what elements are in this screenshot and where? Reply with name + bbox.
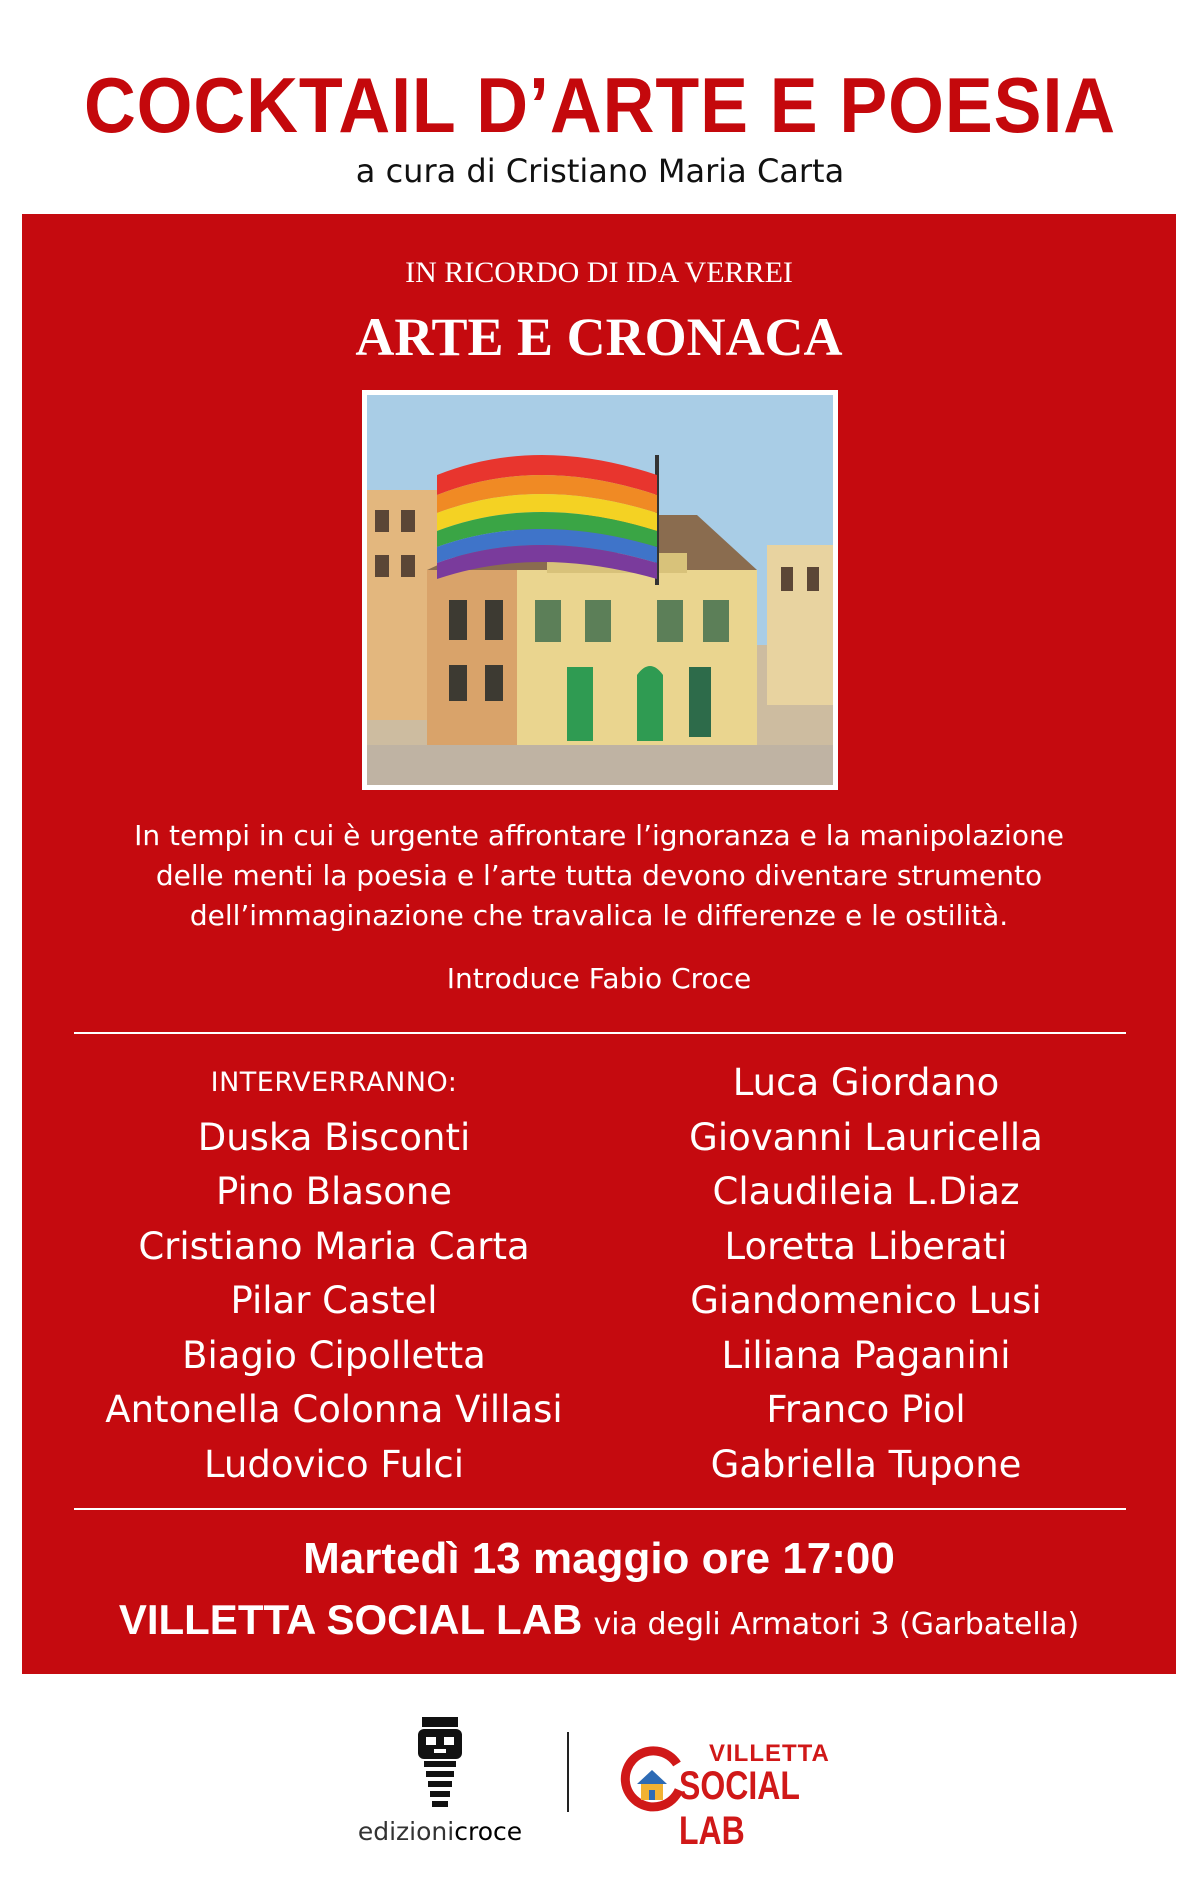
event-venue [22,1596,1176,1644]
speaker-name: Liliana Paganini [721,1333,1011,1377]
partner-bottom: SOCIAL LAB [679,1764,800,1853]
speaker-name: Loretta Liberati [724,1224,1008,1268]
mask-icon [340,1715,540,1810]
partner-top: VILLETTA [709,1740,830,1767]
event-description [82,816,1116,936]
speaker-name: Giandomenico Lusi [690,1279,1042,1322]
speaker-name: Giovanni Lauricella [689,1115,1043,1159]
introducer: Introduce Fabio Croce [446,962,752,995]
speakers-left-column [54,1056,614,1492]
speaker-name: Biagio Cipolletta [182,1333,486,1377]
speakers-label: INTERVERRANNO: [210,1067,458,1098]
section-title: ARTE E CRONACA [355,307,843,367]
event-panel [22,214,1176,1674]
speaker-name: Luca Giordano [732,1061,1000,1104]
event-datetime: Martedì 13 maggio ore 17:00 [303,1534,895,1583]
venue-address: via degli Armatori 3 (Garbatella) [593,1607,1080,1642]
speaker-name: Pino Blasone [215,1170,453,1213]
publisher-name: croce [454,1817,523,1846]
speaker-name: Pilar Castel [230,1279,438,1322]
footer-separator [567,1732,569,1812]
poster-title: COCKTAIL D’ARTE E POESIA [83,61,1117,149]
memorial-line: IN RICORDO DI IDA VERREI [405,256,793,289]
edizioni-croce-logo [340,1715,540,1865]
divider-top [74,1032,1126,1034]
speaker-name: Duska Bisconti [197,1115,471,1159]
description-line: dell’immaginazione che travalica le differenze e le ostilità. [189,899,1009,932]
divider-bottom [74,1508,1126,1510]
speaker-name: Cristiano Maria Carta [138,1224,530,1268]
poster-subtitle: a cura di Cristiano Maria Carta [355,152,845,190]
speaker-name: Gabriella Tupone [710,1442,1022,1486]
house-icon [617,1746,687,1816]
villetta-social-lab-logo [617,1738,857,1853]
publisher-prefix: edizioni [357,1817,455,1846]
speaker-name: Franco Piol [766,1388,966,1431]
publisher-wordmark [340,1817,540,1846]
description-line: delle menti la poesia e l’arte tutta devono diventare strumento [155,859,1043,892]
venue-name: VILLETTA SOCIAL LAB [118,1596,583,1643]
speaker-name: Ludovico Fulci [203,1442,465,1486]
speakers-right-column [586,1056,1146,1492]
speaker-name: Claudileia L.Diaz [712,1170,1020,1213]
description-line: In tempi in cui è urgente affrontare l’ignoranza e la manipolazione [134,819,1064,852]
speaker-name: Antonella Colonna Villasi [105,1388,563,1431]
villetta-photo [362,390,838,790]
